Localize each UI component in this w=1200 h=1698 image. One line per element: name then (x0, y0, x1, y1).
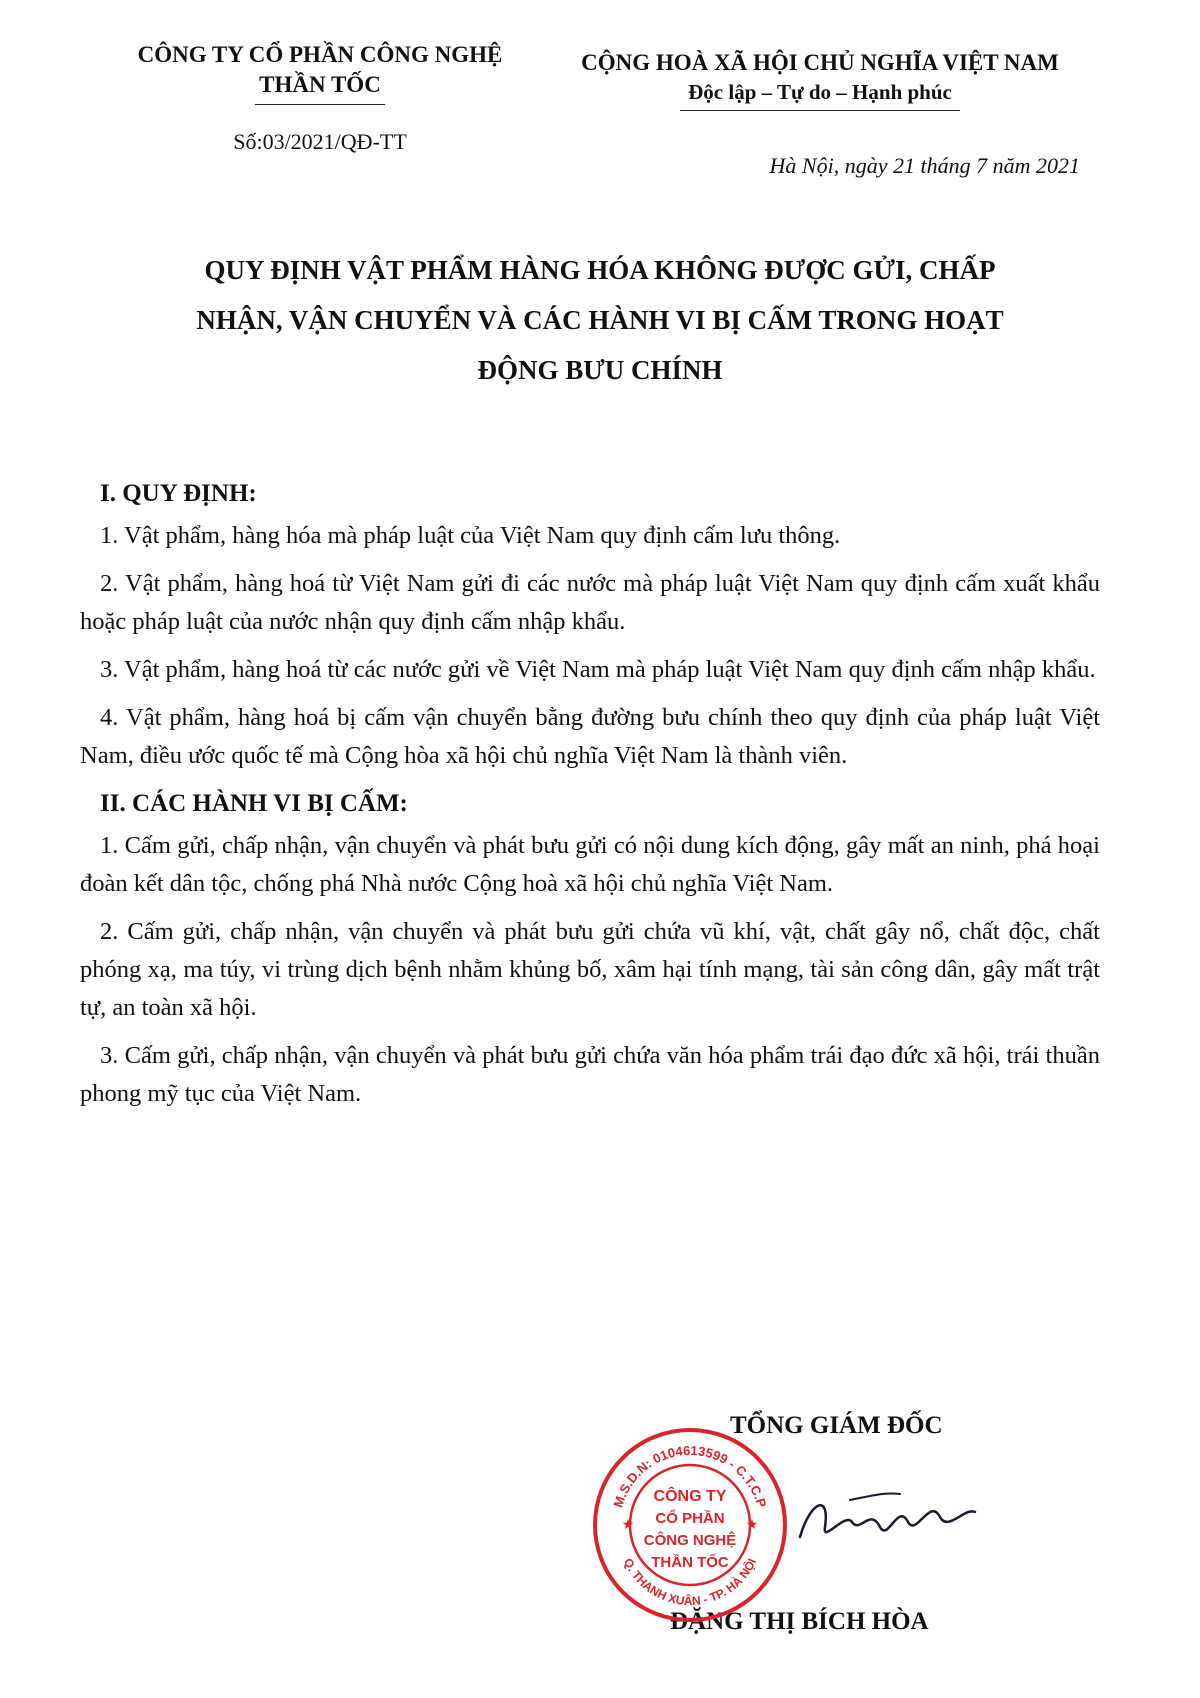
company-underline (255, 104, 385, 105)
document-body (80, 475, 1100, 1123)
section-1-item: 4. Vật phẩm, hàng hoá bị cấm vận chuyển bằng đường bưu chính theo quy định của pháp luật Việt Nam, điều ước quốc tế mà Cộng hòa xã hội chủ nghĩa Việt Nam là thành viên. (80, 704, 1100, 769)
seal-center-line: THẦN TỐC (651, 1554, 729, 1571)
national-title: CỘNG HOÀ XÃ HỘI CHỦ NGHĨA VIỆT NAM (581, 50, 1059, 75)
company-name-line1: CÔNG TY CỔ PHẦN CÔNG NGHỆ (137, 42, 503, 67)
company-header (100, 40, 540, 155)
document-date: Hà Nội, ngày 21 tháng 7 năm 2021 (769, 153, 1080, 178)
seal-center-line: CỔ PHẦN (655, 1510, 725, 1527)
section-2-item: 1. Cấm gửi, chấp nhận, vận chuyển và phát bưu gửi có nội dung kích động, gây mất an ninh, phá hoại đoàn kết dân tộc, chống phá Nhà nước Cộng hoà xã hội chủ nghĩa Việt Nam. (80, 832, 1100, 897)
motto-underline (680, 110, 960, 111)
seal-star-icon: ★ (621, 1518, 635, 1533)
company-name-line2: THẦN TỐC (259, 72, 381, 97)
title-line-3: ĐỘNG BƯU CHÍNH (477, 355, 723, 385)
handwritten-signature (790, 1482, 980, 1562)
section-2-item: 3. Cấm gửi, chấp nhận, vận chuyển và phát bưu gửi chứa văn hóa phẩm trái đạo đức xã hội, trái thuần phong mỹ tục của Việt Nam. (80, 1042, 1100, 1107)
section-1-item: 1. Vật phẩm, hàng hóa mà pháp luật của Việt Nam quy định cấm lưu thông. (100, 522, 841, 549)
seal-center-line: CÔNG TY (653, 1488, 727, 1505)
signer-name: ĐẶNG THỊ BÍCH HÒA (670, 1608, 929, 1635)
document-title (120, 245, 1080, 395)
seal-center-line: CÔNG NGHỆ (643, 1532, 737, 1549)
section-1-item: 2. Vật phẩm, hàng hoá từ Việt Nam gửi đi các nước mà pháp luật Việt Nam quy định cấm xuất khẩu hoặc pháp luật của nước nhận quy định cấm nhập khẩu. (80, 570, 1100, 635)
seal-ring-bottom: Q. THANH XUÂN - TP. HÀ NỘI (620, 1555, 760, 1609)
section-1-item: 3. Vật phẩm, hàng hoá từ các nước gửi về Việt Nam mà pháp luật Việt Nam quy định cấm nhập khẩu. (100, 656, 1096, 683)
section-2-item: 2. Cấm gửi, chấp nhận, vận chuyển và phát bưu gửi chứa vũ khí, vật, chất gây nổ, chất độc, chất phóng xạ, ma túy, vi trùng dịch bệnh nhằm khủng bố, xâm hại tính mạng, tài sản công dân, gây mất trật tự, an toàn xã hội. (80, 918, 1100, 1021)
title-line-1: QUY ĐỊNH VẬT PHẨM HÀNG HÓA KHÔNG ĐƯỢC GỬI, CHẤP (204, 255, 996, 285)
seal-ring-text: M.S.D.N: 0104613599 - C.T.C.P (610, 1442, 770, 1510)
section-2-heading: II. CÁC HÀNH VI BỊ CẤM: (100, 790, 408, 817)
section-1-heading: I. QUY ĐỊNH: (100, 480, 257, 507)
national-motto: Độc lập – Tự do – Hạnh phúc (688, 80, 952, 104)
signer-role: TỔNG GIÁM ĐỐC (730, 1412, 943, 1439)
document-number: Số:03/2021/QĐ-TT (233, 129, 407, 154)
company-seal (590, 1425, 790, 1625)
title-line-2: NHẬN, VẬN CHUYỂN VÀ CÁC HÀNH VI BỊ CẤM TRONG HOẠT (196, 305, 1004, 335)
national-header (560, 48, 1080, 111)
seal-star-icon: ★ (745, 1518, 759, 1533)
